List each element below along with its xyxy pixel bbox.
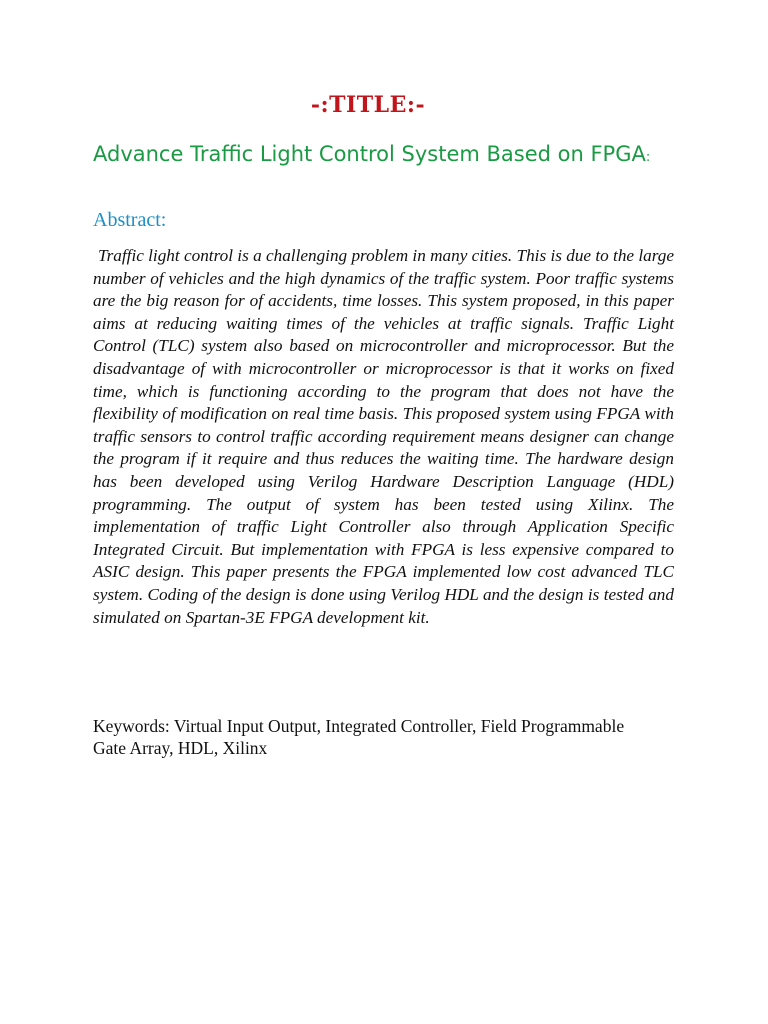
paper-title-text: Advance Traffic Light Control System Based on FPGA [93,142,646,166]
abstract-body: Traffic light control is a challenging problem in many cities. This is due to the large number of vehicles and the high dynamics of the traffic system. Poor traffic systems are the big reason for of accidents, time losses. This system proposed, in this paper aims at reducing waiting times of the vehicles at traffic signals. Traffic Light Control (TLC) system also based on microcontroller and microprocessor. But the disadvantage of with microcontroller or microprocessor is that it works on fixed time, which is functioning according to the program that does not have the flexibility of modification on real time basis. This proposed system using FPGA with traffic sensors to control traffic according requirement means designer can change the program if it require and thus reduces the waiting time. The hardware design has been developed using Verilog Hardware Description Language (HDL) programming. The output of system has been tested using Xilinx. The implementation of traffic Light Controller also through Application Specific Integrated Circuit. But implementation with FPGA is less expensive compared to ASIC design. This paper presents the FPGA implemented low cost advanced TLC system. Coding of the design is done using Verilog HDL and the design is tested and simulated on Spartan-3E FPGA development kit. [93,246,674,627]
paper-title [93,138,653,174]
title-label: -:TITLE:- [310,92,426,118]
paper-title-suffix: : [645,150,651,165]
abstract-heading: Abstract: [93,209,167,231]
keywords-paragraph: Keywords: Virtual Input Output, Integrated Controller, Field Programmable Gate Array, HDL, Xilinx [93,716,625,758]
